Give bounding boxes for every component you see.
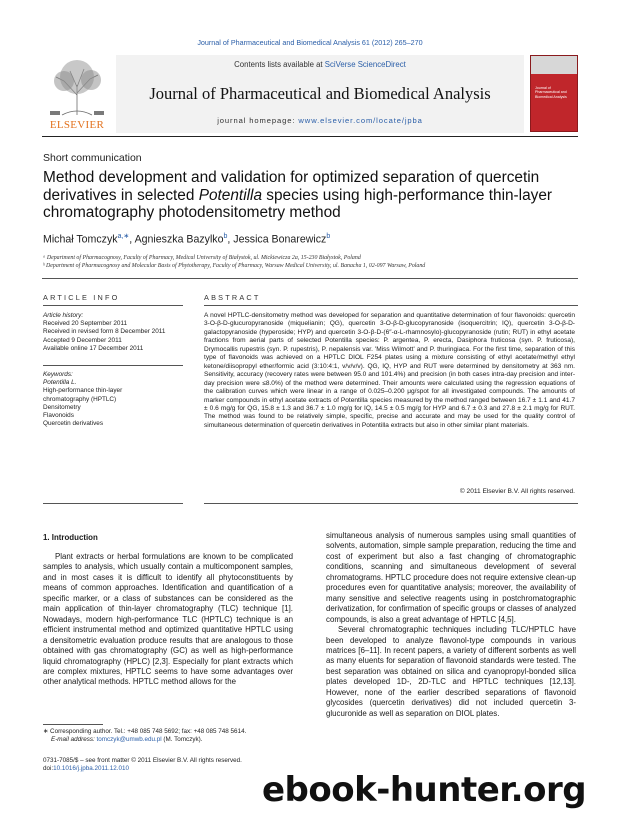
title-line-1: Method development and validation for optimized separation of quercetin [43, 169, 540, 186]
keyword: chromatography (HPTLC) [43, 395, 117, 403]
divider [43, 365, 183, 366]
history-label: Article history: [43, 312, 84, 319]
cover-title: Journal of Pharmaceutical and Biomedical Analysis [535, 86, 567, 99]
affiliation-b: ᵇ Department of Pharmacognosy and Molecular Basis of Phytotherapy, Faculty of Pharmacy, Warsaw Medical University, ul. Banacha 1, 02-097 Warsaw, Poland [43, 263, 426, 269]
email-label: E-mail address: [51, 736, 97, 744]
issn-line: 0731-7085/$ – see front matter © 2011 Elsevier B.V. All rights reserved. [43, 757, 242, 764]
footnote-rule [43, 724, 103, 725]
keyword: Quercetin derivatives [43, 420, 104, 428]
title-line-3: chromatography photodensitometry method [43, 204, 341, 222]
contents-prefix: Contents lists available at [234, 60, 323, 69]
journal-citation[interactable]: Journal of Pharmaceutical and Biomedical Analysis 61 (2012) 265–270 [197, 38, 423, 47]
email-link[interactable]: tomczyk@umwb.edu.pl [96, 736, 162, 744]
homepage-link[interactable]: www.elsevier.com/locate/jpba [298, 116, 423, 125]
title-part: derivatives in selected [43, 186, 199, 204]
keyword: Densitometry [43, 403, 81, 411]
abstract-heading: ABSTRACT [204, 293, 261, 302]
cover-banner [531, 56, 577, 74]
article-history [43, 312, 193, 353]
email-suffix: (M. Tomczyk). [161, 736, 203, 744]
affiliation-a: ᵃ Department of Pharmacognosy, Faculty of Pharmacy, Medical University of Białystok, ul. Mickiewicza 2a, 15-230 Białystok, Poland [43, 255, 361, 261]
corresponding-author-note [43, 728, 303, 744]
keywords [43, 371, 193, 428]
body-left-column [43, 552, 293, 688]
title-part: species using high-performance thin-layer [262, 186, 553, 204]
keyword: Flavonoids [43, 412, 74, 420]
history-item: Accepted 9 December 2011 [43, 336, 122, 344]
section-heading-introduction: 1. Introduction [43, 533, 98, 542]
article-type: Short communication [43, 152, 142, 164]
doi-prefix: doi: [43, 765, 54, 773]
article-info-heading: ARTICLE INFO [43, 293, 120, 302]
paragraph: Several chromatographic techniques including TLC/HPTLC have been developed to analyze flavonol-type compounds in various matrices [6–11]. In recent papers, a variety of different sorbents as well as many eluents for separation of flavonoid standards were tested. The best separation was obtained on silica and cyanopropyl-bonded silica plates developed 1D-, 2D-TLC and HPTLC techniques [12,13]. However, none of the earlier described separations of flavonoid glycosides (quercetin derivatives) did not included quercetin 3-glucuronide as well as separation on DIOL plates. [326, 625, 576, 718]
title-genus: Potentilla [198, 186, 263, 204]
keyword: High-performance thin-layer [43, 387, 123, 395]
divider [204, 503, 578, 504]
article-title [43, 169, 578, 222]
paragraph: Plant extracts or herbal formulations are known to be complicated samples to analysis, which usually contain a multicomponent samples, and in most cases it is difficult to identify all phytoconstituents by means of common approaches. Identification and quantification of a specific marker, or a class of substances can be considered as the main application of thin-layer chromatography (TLC) technique [1]. Nowadays, modern high-performance TLC (HPTLC) technique is an efficient instrumental method and optimized quantitative HPTLC using a densitometric evaluation produce results that are analogous to those obtained with gas chromatography (GC) as well as high-performance liquid chromatography (HPLC) [2,3]. Especially for plant extracts which are complex mixtures, HPTLC seems to have some advantages over other analytical methods. HPTLC method allows for the [43, 552, 293, 687]
sciencedirect-link[interactable]: SciVerse ScienceDirect [324, 60, 406, 69]
divider [43, 503, 183, 504]
history-item: Received in revised form 8 December 2011 [43, 328, 166, 336]
journal-homepage [116, 116, 524, 125]
abstract-copyright: © 2011 Elsevier B.V. All rights reserved. [459, 488, 575, 495]
author-affil-mark[interactable]: b [223, 233, 228, 240]
divider [42, 278, 578, 279]
watermark-text: ebook-hunter.org [262, 770, 587, 810]
author-affil-mark[interactable]: b [326, 233, 331, 240]
contents-line [116, 60, 524, 69]
author-affil-mark[interactable]: a,∗ [117, 233, 130, 240]
history-item: Received 20 September 2011 [43, 320, 128, 328]
journal-cover-image [530, 55, 578, 132]
corresponding-contact: ∗ Corresponding author. Tel.: +48 085 748 5692; fax: +48 085 748 5614. [43, 728, 247, 735]
publisher-logo-text: ELSEVIER [49, 119, 105, 131]
author-name[interactable]: , Agnieszka Bazylko [129, 233, 224, 246]
keywords-label: Keywords: [43, 371, 73, 378]
history-item: Available online 17 December 2011 [43, 344, 144, 352]
author-name[interactable]: , Jessica Bonarewicz [227, 233, 327, 246]
body-right-column [326, 531, 576, 719]
doi-link[interactable]: 10.1016/j.jpba.2011.12.010 [53, 765, 130, 773]
title-line-2 [43, 187, 578, 205]
elsevier-logo [42, 55, 112, 133]
header-rule [42, 136, 578, 137]
keyword: Potentilla L. [43, 379, 77, 387]
divider [204, 305, 578, 306]
author-name[interactable]: Michał Tomczyk [43, 233, 118, 246]
homepage-prefix: journal homepage: [217, 116, 296, 125]
email-line [43, 736, 303, 744]
journal-title: Journal of Pharmaceutical and Biomedical Analysis [149, 84, 491, 103]
author-list [43, 232, 583, 246]
paragraph: simultaneous analysis of numerous samples using small quantities of solvents, automation, simple sample preparation, reducing the time and cost of experiment but also a fast changing of chromatographic conditions, scanning and simultaneous development of several chromatograms. HPTLC procedure does not require extensive clean-up procedures even for quantitative analysis; moreover, the availability of many sensitive and selective reagents using in postchromatographic derivatization, for confirmation of specific groups or classes of analyzed compounds, is also a great advantage of HPTLC [4,5]. [326, 531, 576, 624]
divider [43, 305, 183, 306]
abstract-text: A novel HPTLC-densitometry method was developed for separation and quantitative determination of four flavonoids: quercetin 3-O-β-D-glucuropyranoside (miquelianin; QG), quercetin 3-O-β-D-glucopyranoside (isoquercitrin; IQ), quercetin 3-O-β-D-galactopyranoside (hyperoside; HYP) and quercetin 3-O-β-D-(6″-α-L-rhamnosylo)-glucopyranoside (rutin; RUT) in ethyl acetate fractions from aerial parts of selected Potentilla species: P. argentea, P. erecta, Dasiphora fruticosa (syn. P. fruticosa), Drymocallis rupestris (syn. P. rupestris), P. nepalensis var. 'Miss Wilmott' and P. thuringiaca. For the first time, separation of this type of flavonoids was achieved on a HPTLC DIOL F254 plates using a mixture consisting of ethyl acetate/methyl ethyl ketone/diisopropyl ether/formic acid (3:10:4:1, v/v/v/v). QG, IQ, HYP and RUT were determined by densitometry at 363 nm. Sensitivity, accuracy (recovery rates were between 95.0 and 101.4%) and precision (in both cases intra-day precision and inter-day precision were ≤8.0%) of the method were determined. Their amounts were calculated using the regression equations of the calibration curves which were linear in a range of 0.025–0.200 μg/spot for all investigated compounds. The amounts of marker compounds in ethyl acetate extracts of Potentilla species measured by the method ranged between 16.7 ± 1.1 and 41.7 ± 0.6 mg/g for QG, 15.8 ± 1.3 and 36.7 ± 1.0 mg/g for IQ, 14.5 ± 0.5 mg/g for HYP and 6.7 ± 0.3 and 27.8 ± 2.1 mg/g for RUT. The method was found to be relatively simple, specific, precise and accurate and may be used for the quality control of simultaneous determination of quercetin derivatives in Potentilla extracts but also in other similar plant materials. [204, 312, 575, 429]
